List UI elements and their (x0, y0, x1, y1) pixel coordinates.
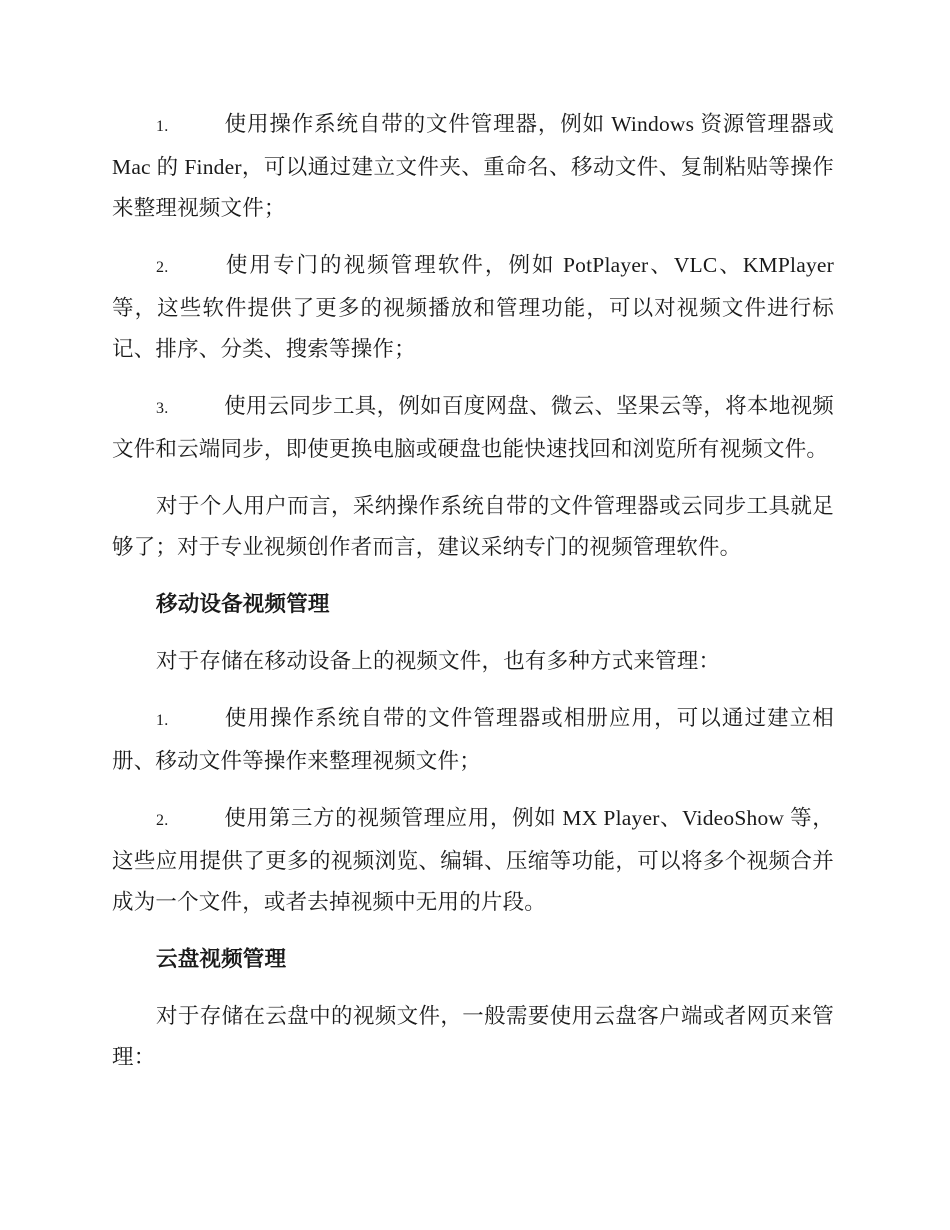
cloud-section-heading: 云盘视频管理 (156, 947, 287, 971)
document-body (112, 104, 834, 1094)
list-item-text: 使用第三方的视频管理应用，例如 MX Player、VideoShow 等，这些应用提供了更多的视频浏览、编辑、压缩等功能，可以将多个视频合并成为一个文件，或者去掉视频中无用的片段。 (112, 806, 834, 914)
list-item-text: 使用操作系统自带的文件管理器，例如 Windows 资源管理器或 Mac 的 Finder，可以通过建立文件夹、重命名、移动文件、复制粘贴等操作来整理视频文件； (112, 112, 834, 220)
list-item-text: 使用云同步工具，例如百度网盘、微云、坚果云等，将本地视频文件和云端同步，即使更换电脑或硬盘也能快速找回和浏览所有视频文件。 (112, 394, 834, 461)
pc-list-item-1 (112, 104, 834, 229)
list-number: 2. (156, 812, 169, 829)
list-number: 1. (156, 712, 169, 729)
mobile-list-item-1 (112, 698, 834, 782)
pc-list-item-2 (112, 245, 834, 370)
list-number: 2. (156, 259, 169, 276)
cloud-intro-paragraph: 对于存储在云盘中的视频文件，一般需要使用云盘客户端或者网页来管理： (112, 1004, 834, 1069)
list-number: 1. (156, 118, 169, 135)
pc-list-item-3 (112, 386, 834, 470)
pc-summary-paragraph: 对于个人用户而言，采纳操作系统自带的文件管理器或云同步工具就足够了；对于专业视频创作者而言，建议采纳专门的视频管理软件。 (112, 494, 834, 559)
list-item-text: 使用操作系统自带的文件管理器或相册应用，可以通过建立相册、移动文件等操作来整理视频文件； (112, 706, 834, 773)
mobile-section-heading: 移动设备视频管理 (156, 592, 330, 616)
list-number: 3. (156, 400, 169, 417)
mobile-list-item-2 (112, 798, 834, 923)
mobile-intro-paragraph: 对于存储在移动设备上的视频文件，也有多种方式来管理： (156, 649, 721, 673)
list-item-text: 使用专门的视频管理软件，例如 PotPlayer、VLC、KMPlayer 等，这些软件提供了更多的视频播放和管理功能，可以对视频文件进行标记、排序、分类、搜索等操作； (112, 253, 834, 361)
